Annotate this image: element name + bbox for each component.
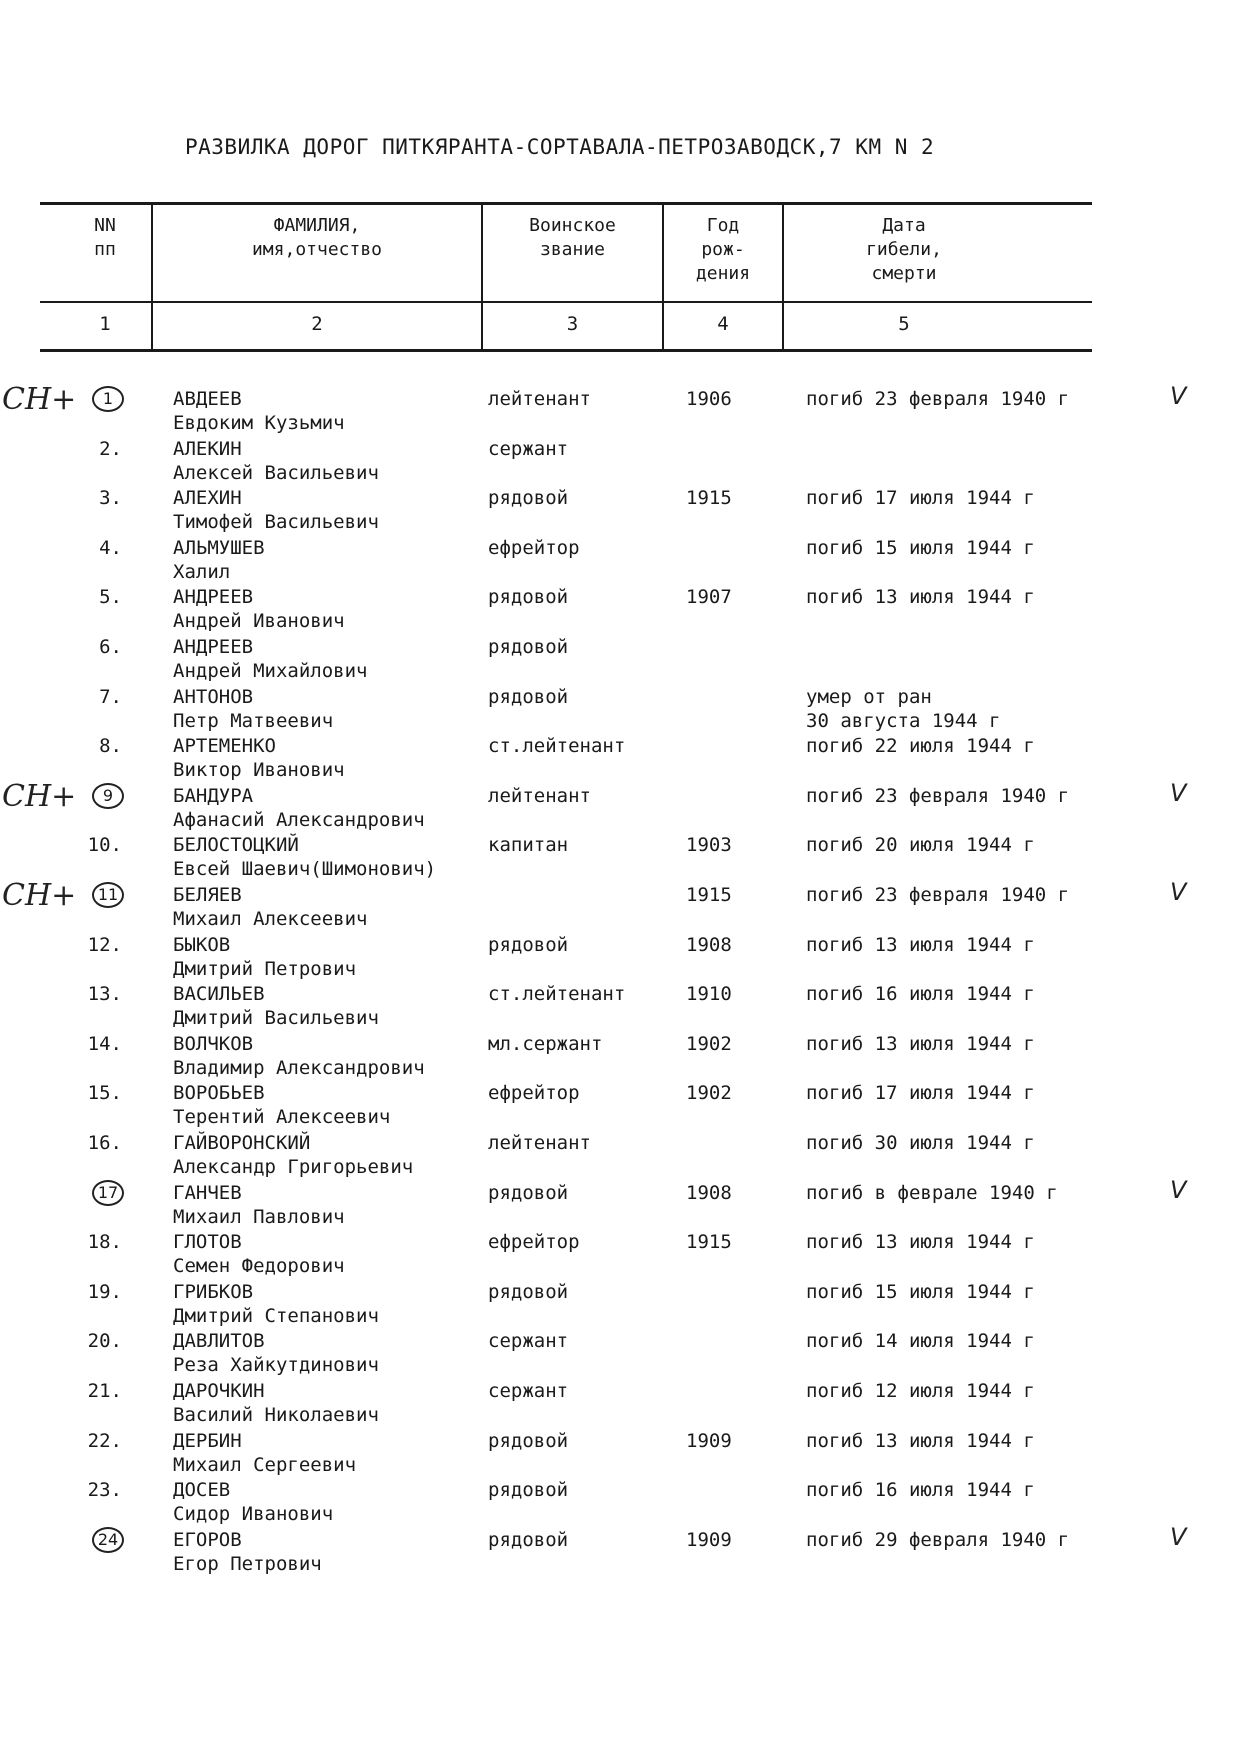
- list-item: [0, 934, 1236, 984]
- surname: ДАРОЧКИН: [173, 1380, 265, 1402]
- given-names: Егор Петрович: [173, 1552, 322, 1575]
- list-item: [0, 1281, 1236, 1331]
- surname: ДАВЛИТОВ: [173, 1330, 265, 1353]
- entry-number: 12.: [87, 933, 122, 956]
- surname: ВОЛЧКОВ: [173, 1032, 254, 1055]
- numbers-bottom-rule: [40, 349, 1092, 352]
- list-item: [0, 1479, 1236, 1529]
- list-item: [0, 537, 1236, 587]
- death-date: погиб 29 февраля 1940 г: [806, 1528, 1070, 1551]
- given-names: Андрей Михайлович: [173, 660, 368, 682]
- list-item: [0, 636, 1236, 686]
- given-names: Евсей Шаевич(Шимонович): [173, 858, 437, 881]
- surname: ВАСИЛЬЕВ: [173, 983, 265, 1006]
- list-item: [0, 1380, 1236, 1430]
- given-names: Михаил Сергеевич: [173, 1453, 357, 1476]
- list-item: [0, 1132, 1236, 1182]
- given-names: Алексей Васильевич: [173, 461, 379, 484]
- list-item: [0, 878, 1236, 934]
- birth-year: 1915: [686, 884, 732, 906]
- surname: БАНДУРА: [173, 784, 254, 807]
- given-names: Терентий Алексеевич: [173, 1106, 391, 1129]
- surname: ДЕРБИН: [173, 1429, 242, 1452]
- birth-year: 1909: [686, 1528, 732, 1551]
- death-date: погиб 13 июля 1944 г: [806, 933, 1035, 956]
- surname: АНДРЕЕВ: [173, 586, 254, 609]
- surname: ГРИБКОВ: [173, 1280, 254, 1303]
- rank: рядовой: [488, 636, 569, 658]
- rank: лейтенант: [488, 1132, 591, 1154]
- death-date: погиб 23 февраля 1940 г: [806, 884, 1070, 906]
- death-date: погиб в феврале 1940 г: [806, 1181, 1058, 1204]
- entry-number: 18.: [87, 1231, 122, 1254]
- entry-number: 20.: [87, 1330, 122, 1353]
- death-date: погиб 12 июля 1944 г: [806, 1380, 1035, 1402]
- list-item: [0, 735, 1236, 785]
- rank: рядовой: [488, 1479, 569, 1502]
- entry-number-circled: 9: [92, 783, 124, 809]
- entry-number-circled: 24: [92, 1527, 124, 1553]
- surname: БЫКОВ: [173, 933, 231, 956]
- rank: рядовой: [488, 933, 569, 956]
- list-item: [0, 1175, 1236, 1232]
- rank: сержант: [488, 1380, 569, 1402]
- list-item: [0, 1082, 1236, 1132]
- column-number: 4: [717, 313, 729, 335]
- given-names: Дмитрий Петрович: [173, 957, 357, 980]
- handwritten-mark: CH+: [2, 382, 77, 417]
- surname: АЛЬМУШЕВ: [173, 536, 265, 559]
- birth-year: 1903: [686, 834, 732, 857]
- entry-number: 3.: [99, 487, 122, 510]
- birth-year: 1915: [686, 1231, 732, 1254]
- rank: сержант: [488, 437, 569, 460]
- surname: ГЛОТОВ: [173, 1231, 242, 1254]
- entry-number: 22.: [87, 1429, 122, 1452]
- surname: ЕГОРОВ: [173, 1528, 242, 1551]
- list-item: [0, 1033, 1236, 1083]
- given-names: Реза Хайкутдинович: [173, 1354, 379, 1377]
- death-date: погиб 13 июля 1944 г: [806, 1032, 1035, 1055]
- birth-year: 1915: [686, 487, 732, 510]
- death-date: погиб 23 февраля 1940 г: [806, 784, 1070, 807]
- rank: ст.лейтенант: [488, 735, 626, 758]
- rank: рядовой: [488, 1528, 569, 1551]
- surname: ГАНЧЕВ: [173, 1181, 242, 1204]
- death-date: погиб 13 июля 1944 г: [806, 1429, 1035, 1452]
- list-item: [0, 487, 1236, 537]
- given-names: Тимофей Васильевич: [173, 511, 379, 534]
- birth-year: 1907: [686, 586, 732, 609]
- death-date: погиб 30 июля 1944 г: [806, 1132, 1035, 1154]
- entry-number: 7.: [99, 685, 122, 708]
- rank: рядовой: [488, 1429, 569, 1452]
- death-date: погиб 13 июля 1944 г: [806, 1231, 1035, 1254]
- rank: рядовой: [488, 1280, 569, 1303]
- entry-number: 10.: [87, 834, 122, 857]
- given-names: Александр Григорьевич: [173, 1156, 414, 1178]
- column-number: 3: [566, 313, 579, 335]
- entry-number: 19.: [87, 1280, 122, 1303]
- list-item: [0, 1330, 1236, 1380]
- header-year: Год рож- дения: [695, 215, 751, 284]
- given-names: Михаил Алексеевич: [173, 908, 368, 930]
- list-item: [0, 1430, 1236, 1480]
- header-bottom-rule: [40, 301, 1092, 303]
- entry-number: 23.: [87, 1479, 122, 1502]
- death-date: погиб 17 июля 1944 г: [806, 1082, 1035, 1105]
- list-item: [0, 1231, 1236, 1281]
- list-item: [0, 382, 1236, 438]
- handwritten-check: V: [1170, 878, 1187, 906]
- table-top-rule: [40, 202, 1092, 205]
- entry-number: 16.: [87, 1132, 122, 1154]
- birth-year: 1902: [686, 1032, 732, 1055]
- rank: лейтенант: [488, 784, 591, 807]
- document-title: РАЗВИЛКА ДОРОГ ПИТКЯРАНТА-СОРТАВАЛА-ПЕТРОЗАВОДСК,7 КМ N 2: [185, 135, 935, 159]
- birth-year: 1906: [686, 388, 732, 410]
- given-names: Семен Федорович: [173, 1255, 345, 1278]
- given-names: Петр Матвеевич: [173, 709, 334, 732]
- rank: сержант: [488, 1330, 569, 1353]
- entry-number: 8.: [99, 735, 122, 758]
- given-names: Василий Николаевич: [173, 1404, 379, 1426]
- handwritten-mark: CH+: [2, 778, 77, 814]
- entry-number: 13.: [87, 983, 122, 1006]
- birth-year: 1909: [686, 1429, 732, 1452]
- rank: рядовой: [488, 586, 569, 609]
- entry-number: 15.: [87, 1082, 122, 1105]
- entry-number: 14.: [87, 1032, 122, 1055]
- rank: рядовой: [488, 685, 569, 708]
- given-names: Виктор Иванович: [173, 759, 345, 782]
- header-nn: NN пп: [94, 215, 116, 260]
- surname: АРТЕМЕНКО: [173, 735, 276, 758]
- entry-number: 21.: [87, 1380, 122, 1402]
- column-number: 2: [311, 313, 323, 335]
- entry-number: 2.: [99, 437, 122, 460]
- given-names: Дмитрий Васильевич: [173, 1007, 379, 1030]
- death-date: погиб 13 июля 1944 г: [806, 586, 1035, 609]
- rank: ефрейтор: [488, 1082, 580, 1105]
- surname: АЛЕХИН: [173, 487, 242, 510]
- death-date: умер от ран: [806, 685, 932, 708]
- rank: лейтенант: [488, 388, 591, 410]
- header-name: ФАМИЛИЯ, имя,отчество: [251, 215, 383, 260]
- rank: ст.лейтенант: [488, 983, 626, 1006]
- birth-year: 1908: [686, 933, 732, 956]
- surname: БЕЛЯЕВ: [173, 884, 242, 906]
- death-date-line2: 30 августа 1944 г: [806, 709, 1001, 732]
- rank: рядовой: [488, 487, 569, 510]
- given-names: Владимир Александрович: [173, 1056, 425, 1079]
- list-item: [0, 778, 1236, 835]
- handwritten-check: V: [1170, 1175, 1187, 1204]
- handwritten-check: V: [1170, 382, 1187, 410]
- list-item: [0, 1522, 1236, 1579]
- surname: АВДЕЕВ: [173, 388, 242, 410]
- list-item: [0, 586, 1236, 636]
- birth-year: 1908: [686, 1181, 732, 1204]
- entry-number-circled: 17: [92, 1180, 124, 1206]
- header-date: Дата гибели, смерти: [866, 215, 942, 284]
- list-item: [0, 834, 1236, 884]
- surname: ДОСЕВ: [173, 1479, 231, 1502]
- header-rank: Воинское звание: [529, 215, 616, 260]
- handwritten-check: V: [1170, 1522, 1187, 1551]
- entry-number-circled: 11: [92, 882, 124, 908]
- entry-number: 6.: [99, 636, 122, 658]
- column-number: 5: [898, 313, 910, 335]
- death-date: погиб 22 июля 1944 г: [806, 735, 1035, 758]
- handwritten-mark: CH+: [2, 878, 77, 913]
- entry-number: 5.: [99, 586, 122, 609]
- death-date: погиб 16 июля 1944 г: [806, 983, 1035, 1006]
- given-names: Халил: [173, 560, 231, 583]
- given-names: Дмитрий Степанович: [173, 1304, 379, 1327]
- entry-number-circled: 1: [92, 386, 124, 412]
- birth-year: 1902: [686, 1082, 732, 1105]
- list-item: [0, 438, 1236, 488]
- rank: мл.сержант: [488, 1032, 603, 1055]
- rank: капитан: [488, 834, 569, 857]
- given-names: Афанасий Александрович: [173, 808, 425, 831]
- entry-number: 4.: [99, 536, 122, 559]
- rank: ефрейтор: [488, 1231, 580, 1254]
- death-date: погиб 15 июля 1944 г: [806, 1280, 1035, 1303]
- given-names: Сидор Иванович: [173, 1503, 334, 1526]
- death-date: погиб 14 июля 1944 г: [806, 1330, 1035, 1353]
- surname: АЛЕКИН: [173, 437, 242, 460]
- surname: БЕЛОСТОЦКИЙ: [173, 834, 299, 857]
- death-date: погиб 20 июля 1944 г: [806, 834, 1035, 857]
- death-date: погиб 23 февраля 1940 г: [806, 388, 1070, 410]
- surname: АНТОНОВ: [173, 685, 254, 708]
- given-names: Евдоким Кузьмич: [173, 412, 345, 434]
- list-item: [0, 983, 1236, 1033]
- given-names: Андрей Иванович: [173, 610, 345, 633]
- birth-year: 1910: [686, 983, 732, 1006]
- list-item: [0, 686, 1236, 736]
- death-date: погиб 16 июля 1944 г: [806, 1479, 1035, 1502]
- rank: ефрейтор: [488, 536, 580, 559]
- given-names: Михаил Павлович: [173, 1205, 345, 1228]
- death-date: погиб 15 июля 1944 г: [806, 536, 1035, 559]
- death-date: погиб 17 июля 1944 г: [806, 487, 1035, 510]
- surname: ВОРОБЬЕВ: [173, 1082, 265, 1105]
- column-number: 1: [99, 313, 111, 335]
- surname: АНДРЕЕВ: [173, 636, 254, 658]
- handwritten-check: V: [1170, 778, 1187, 807]
- surname: ГАЙВОРОНСКИЙ: [173, 1132, 311, 1154]
- rank: рядовой: [488, 1181, 569, 1204]
